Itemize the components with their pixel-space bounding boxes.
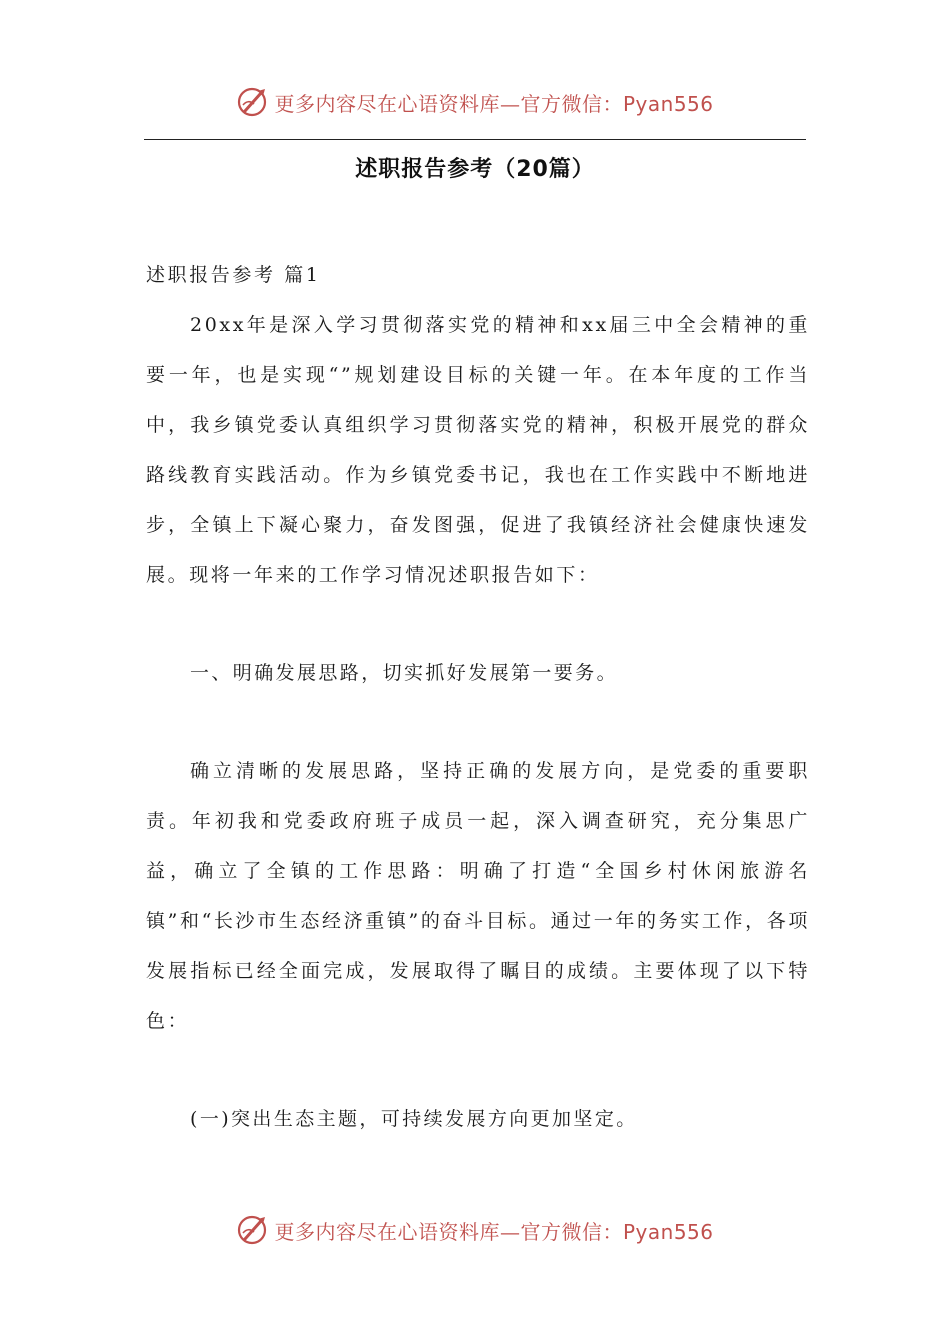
header-divider bbox=[144, 139, 806, 140]
footer-banner-text: 更多内容尽在心语资料库—官方微信：Pyan556 bbox=[274, 1219, 714, 1244]
paragraph: 确立清晰的发展思路，坚持正确的发展方向，是党委的重要职责。年初我和党委政府班子成员一起，深入调查研究，充分集思广益，确立了全镇的工作思路：明确了打造“全国乡村休闲旅游名镇”和“长沙市生态经济重镇”的奋斗目标。通过一年的务实工作，各项发展指标已经全面完成，发展取得了瞩目的成绩。主要体现了以下特色： bbox=[146, 760, 810, 1032]
document-title: 述职报告参考（20篇） bbox=[355, 157, 595, 182]
wechat-id: Pyan556 bbox=[622, 1219, 714, 1244]
header-banner-text: 更多内容尽在心语资料库—官方微信：Pyan556 bbox=[274, 91, 714, 116]
pen-circle-logo-icon bbox=[236, 85, 270, 119]
subheading: 一、明确发展思路，切实抓好发展第一要务。 bbox=[190, 662, 619, 684]
wechat-id: Pyan556 bbox=[622, 91, 714, 116]
subheading: (一)突出生态主题，可持续发展方向更加坚定。 bbox=[190, 1108, 638, 1130]
paragraph: 20xx年是深入学习贯彻落实党的精神和xx届三中全会精神的重要一年，也是实现“”规划建设目标的关键一年。在本年度的工作当中，我乡镇党委认真组织学习贯彻落实党的精神，积极开展党的群众路线教育实践活动。作为乡镇党委书记，我也在工作实践中不断地进步，全镇上下凝心聚力，奋发图强，促进了我镇经济社会健康快速发展。现将一年来的工作学习情况述职报告如下： bbox=[146, 314, 810, 586]
section-heading: 述职报告参考 篇1 bbox=[146, 264, 321, 286]
pen-circle-logo-icon bbox=[236, 1213, 270, 1247]
header-banner bbox=[0, 80, 950, 124]
document-body bbox=[146, 250, 810, 1144]
footer-banner bbox=[0, 1208, 950, 1252]
